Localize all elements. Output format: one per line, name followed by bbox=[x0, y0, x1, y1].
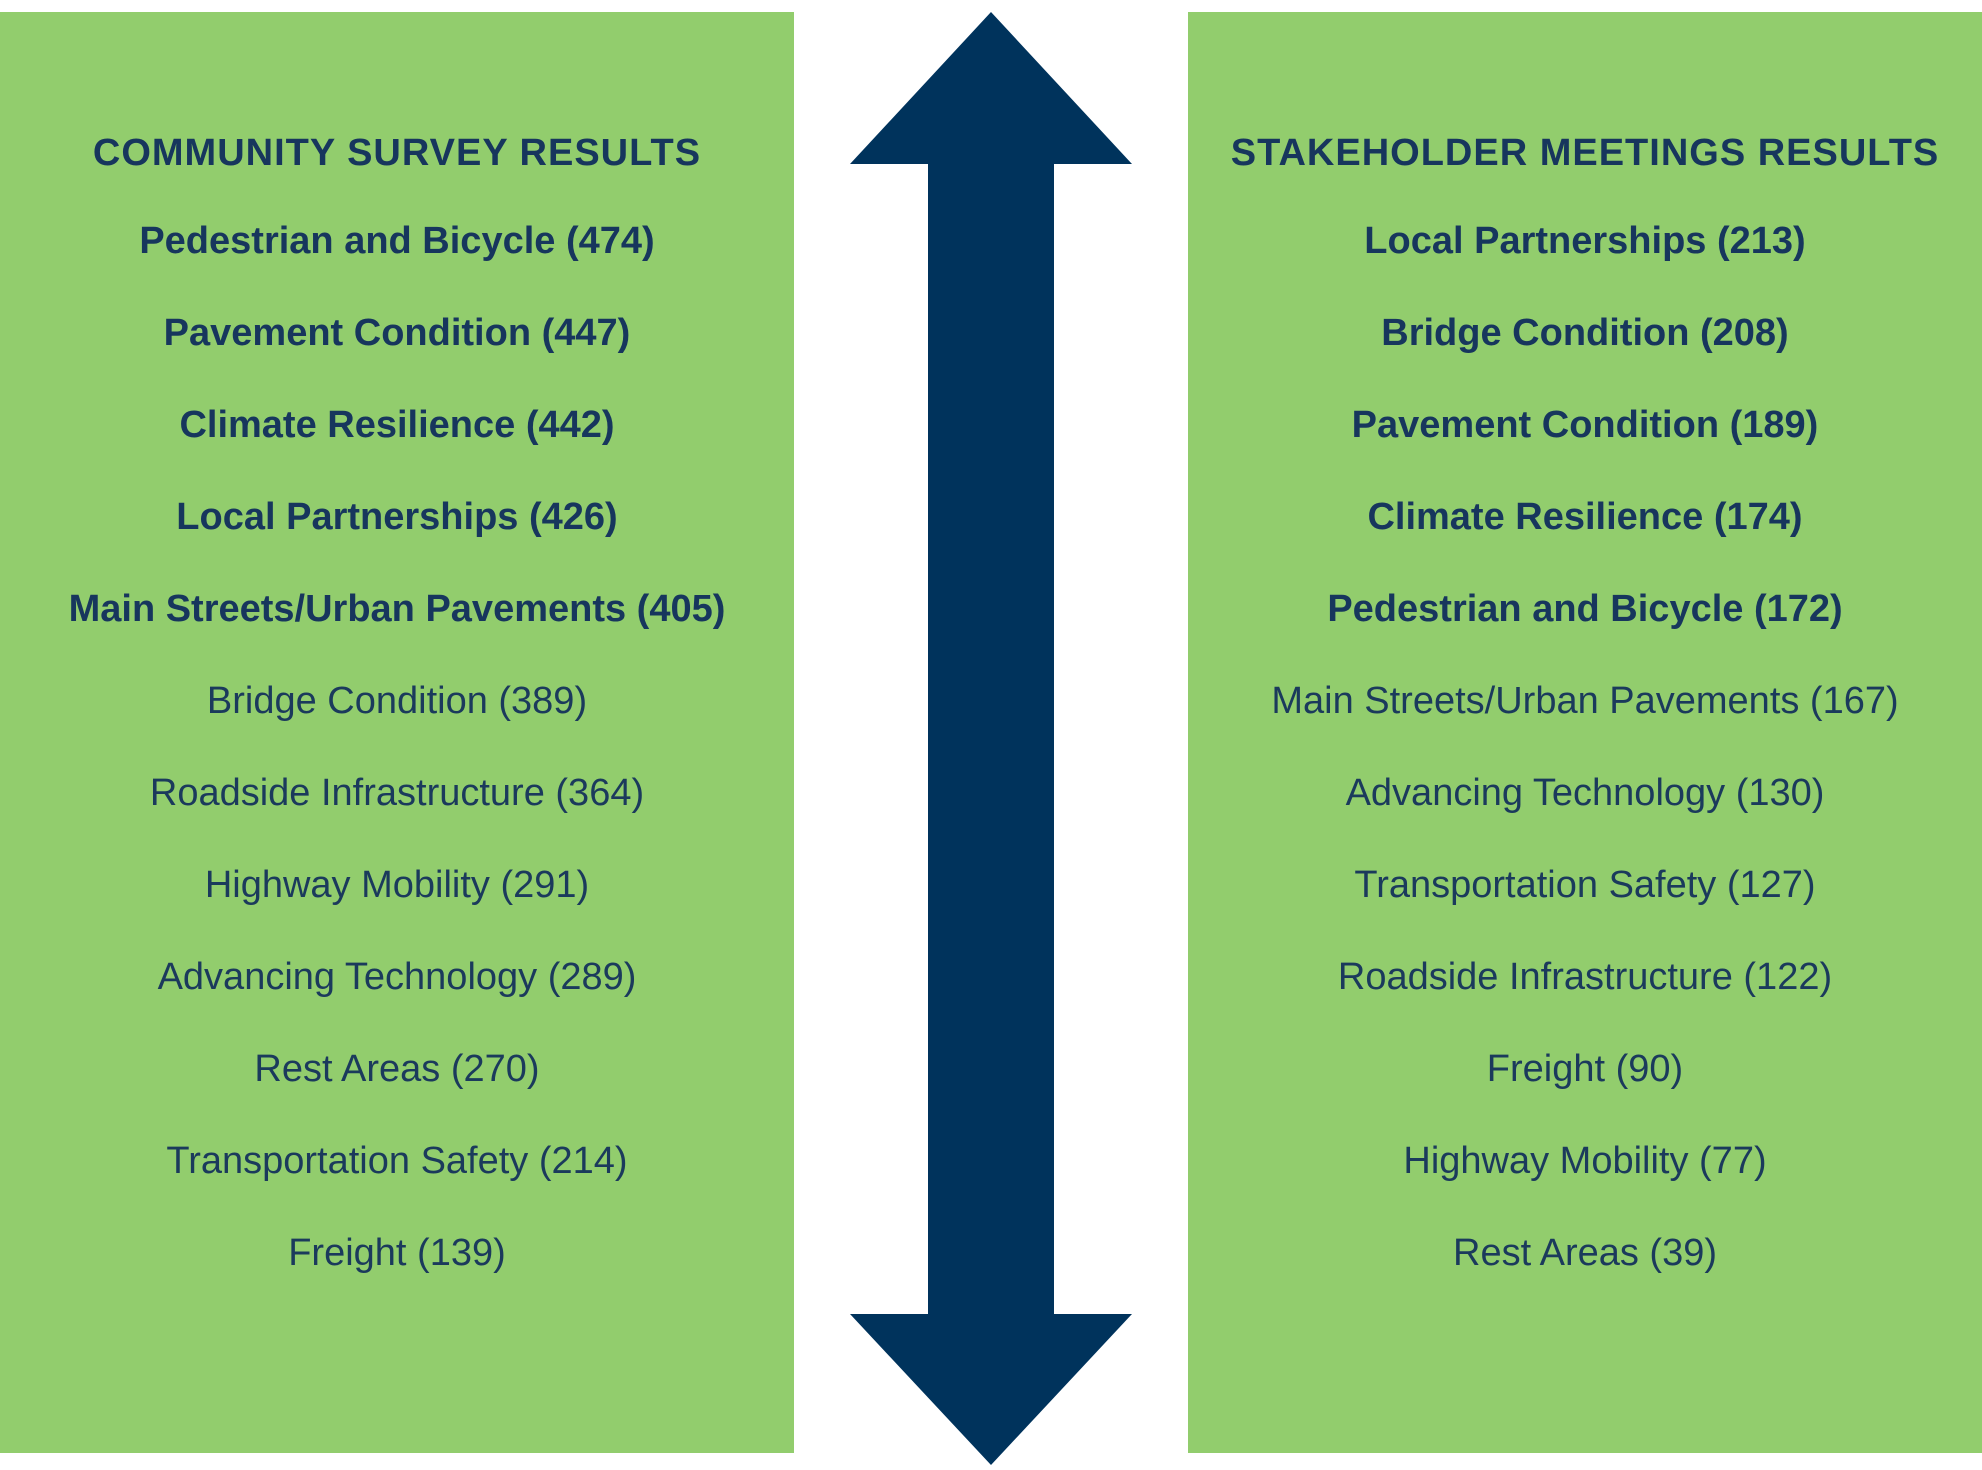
list-item: Pavement Condition (189) bbox=[1351, 404, 1819, 446]
list-item: Highway Mobility (77) bbox=[1403, 1140, 1767, 1182]
list-item: Freight (139) bbox=[288, 1232, 506, 1274]
list-item: Pavement Condition (447) bbox=[163, 312, 631, 354]
list-item: Climate Resilience (442) bbox=[179, 404, 615, 446]
list-item: Pedestrian and Bicycle (172) bbox=[1327, 588, 1843, 630]
list-item: Highway Mobility (291) bbox=[204, 864, 590, 906]
list-item: Bridge Condition (389) bbox=[206, 680, 588, 722]
list-item: Transportation Safety (127) bbox=[1354, 864, 1816, 906]
list-item: Bridge Condition (208) bbox=[1381, 312, 1789, 354]
list-item: Advancing Technology (289) bbox=[157, 956, 637, 998]
list-item: Rest Areas (39) bbox=[1453, 1232, 1717, 1274]
stakeholder-meetings-content bbox=[1188, 122, 1982, 1318]
stakeholder-meetings-title: STAKEHOLDER MEETINGS RESULTS bbox=[1230, 132, 1940, 174]
list-item: Freight (90) bbox=[1486, 1048, 1684, 1090]
list-item: Roadside Infrastructure (364) bbox=[149, 772, 645, 814]
list-item: Rest Areas (270) bbox=[254, 1048, 540, 1090]
list-item: Pedestrian and Bicycle (474) bbox=[139, 220, 655, 262]
list-item: Main Streets/Urban Pavements (167) bbox=[1271, 680, 1899, 722]
community-survey-content bbox=[0, 122, 794, 1318]
list-item: Transportation Safety (214) bbox=[166, 1140, 628, 1182]
list-item: Roadside Infrastructure (122) bbox=[1337, 956, 1833, 998]
stakeholder-meetings-list bbox=[1228, 214, 1942, 1280]
community-survey-list bbox=[40, 214, 754, 1280]
community-survey-title: COMMUNITY SURVEY RESULTS bbox=[92, 132, 702, 174]
list-item: Local Partnerships (213) bbox=[1364, 220, 1806, 262]
stakeholder-meetings-panel bbox=[1188, 12, 1982, 1453]
arrow-shape bbox=[850, 12, 1132, 1465]
list-item: Advancing Technology (130) bbox=[1345, 772, 1825, 814]
list-item: Main Streets/Urban Pavements (405) bbox=[68, 588, 726, 630]
list-item: Climate Resilience (174) bbox=[1367, 496, 1803, 538]
community-survey-panel bbox=[0, 12, 794, 1453]
double-headed-arrow bbox=[850, 12, 1132, 1465]
double-arrow-icon bbox=[850, 12, 1132, 1465]
list-item: Local Partnerships (426) bbox=[176, 496, 618, 538]
